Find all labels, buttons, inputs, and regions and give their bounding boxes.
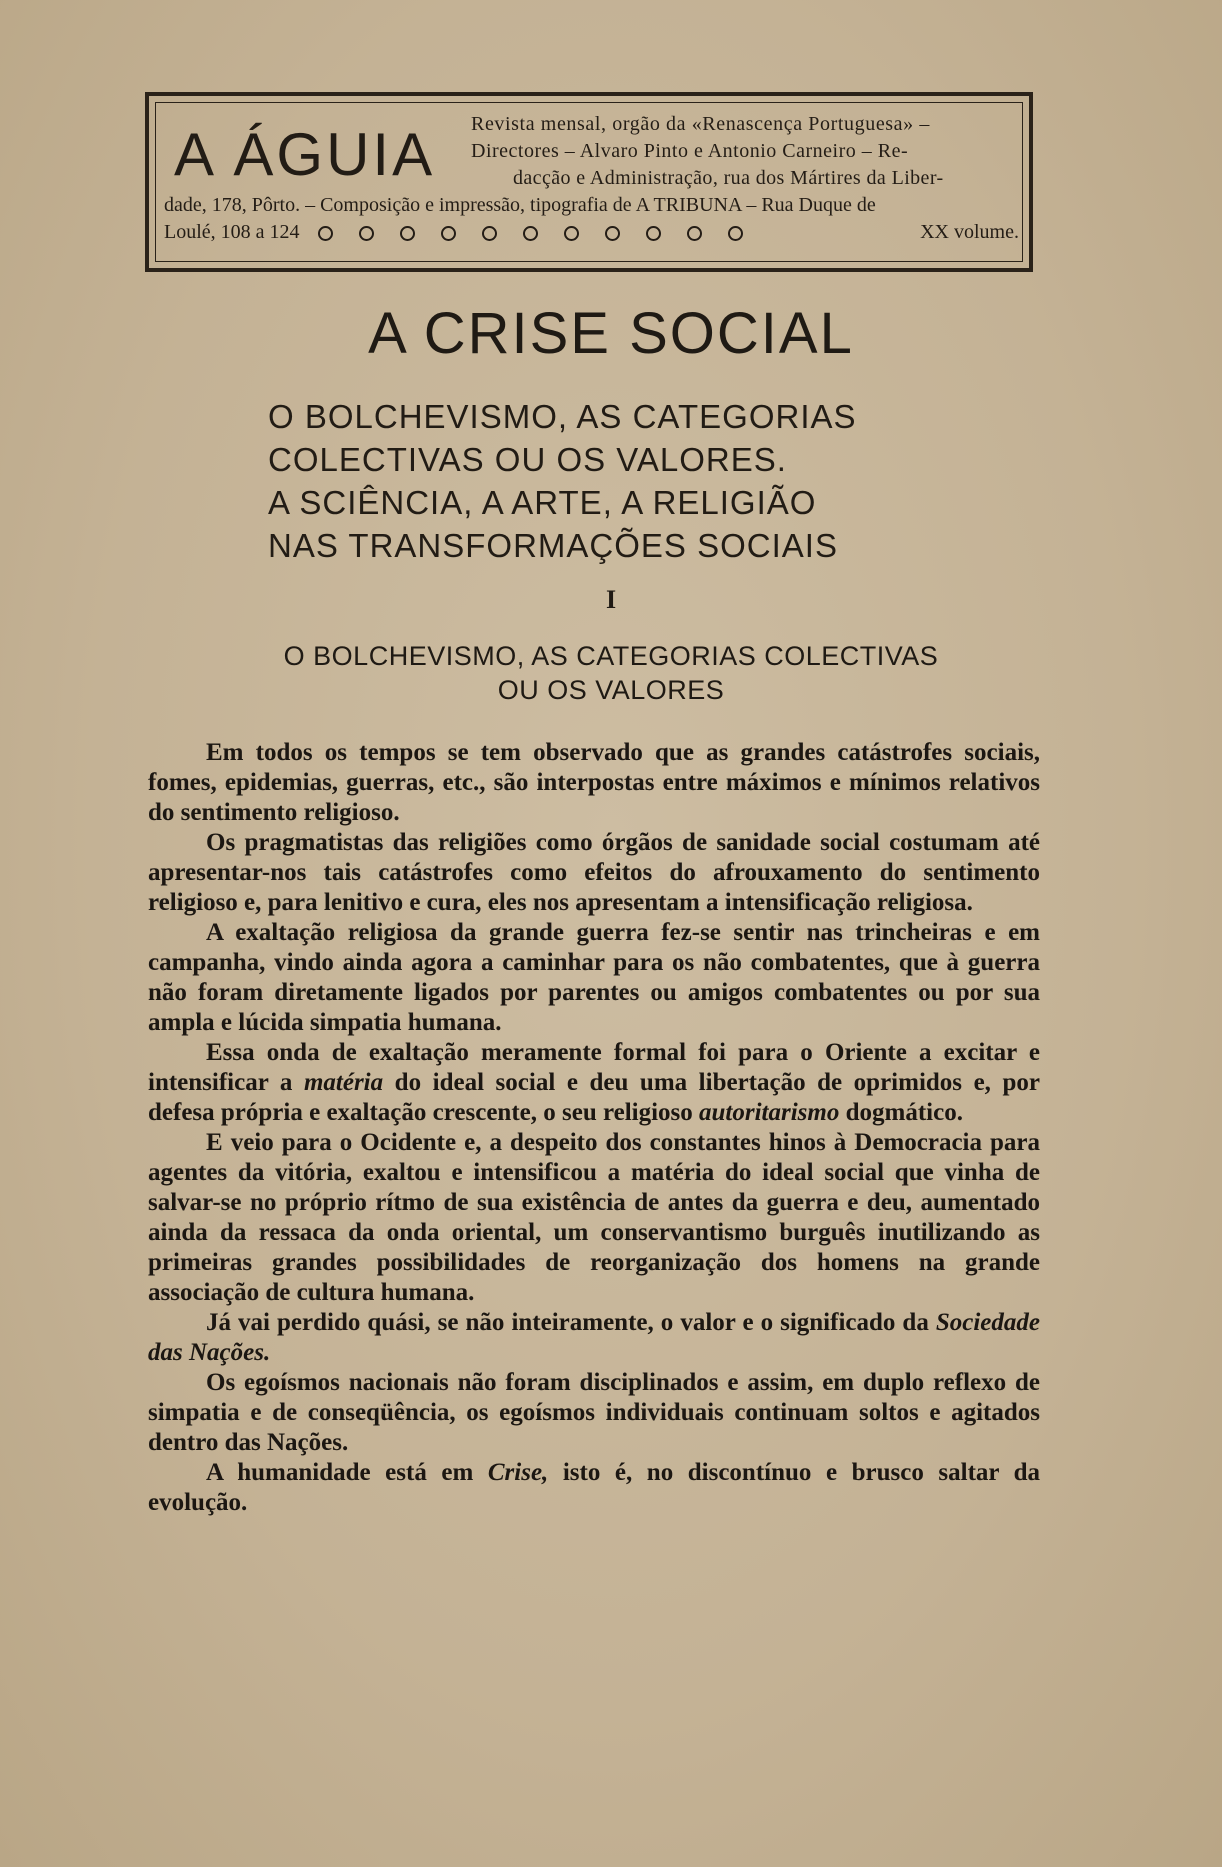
text-run: Essa onda de exaltação meramente formal foi para o Oriente a excitar e intensificar a xyxy=(148,1039,1040,1096)
text-run: isto é, no discontínuo e brusco saltar da evolução. xyxy=(148,1459,1041,1516)
paragraph xyxy=(148,1308,1040,1368)
masthead-line-3: dacção e Administração, rua dos Mártires da Liber- xyxy=(513,167,944,189)
paragraph: Em todos os tempos se tem observado que as grandes catástrofes sociais, fomes, epidemias, guerras, etc., são interpostas entre máximos e mínimos relativos do sentimento religioso. xyxy=(148,739,1040,826)
paragraph xyxy=(148,1458,1040,1518)
subtitle-line: COLECTIVAS OU OS VALORES. xyxy=(268,441,787,478)
masthead-box xyxy=(145,92,1033,272)
section-title-line: OU OS VALORES xyxy=(497,675,725,705)
paragraph: Os pragmatistas das religiões como órgãos de sanidade social costumam até apresentar-nos tais catástrofes como efeitos do afrouxamento do sentimento religioso e, para lenitivo e cura, eles nos apresentam a intensificação religiosa. xyxy=(148,829,1040,916)
paragraph xyxy=(148,1038,1040,1128)
paragraph: E veio para o Ocidente e, a despeito dos constantes hinos à Democracia para agentes da vitória, exaltou e intensificou a matéria do ideal social que vinha de salvar-se no próprio rítmo de sua existência de antes da guerra e deu, aumentado ainda da ressaca da onda oriental, um conservantismo burguês inutilizando as primeiras grandes possibilidades de reorganização dos homens na grande associação de cultura humana. xyxy=(148,1129,1040,1306)
section-number: I xyxy=(605,585,617,614)
ornament-circles xyxy=(305,219,756,246)
article-title: A CRISE SOCIAL xyxy=(368,301,854,366)
masthead-inner-border xyxy=(155,102,1023,262)
masthead-line-5 xyxy=(164,219,1019,246)
section-title-line: O BOLCHEVISMO, AS CATEGORIAS COLECTIVAS xyxy=(283,641,939,671)
text-run: A humanidade está em xyxy=(206,1459,488,1486)
italic-text: Crise, xyxy=(487,1459,549,1486)
section-title xyxy=(0,639,1222,707)
italic-text: Sociedade das Nações. xyxy=(148,1309,1040,1366)
paragraph: A exaltação religiosa da grande guerra fez-se sentir nas trincheiras e em campanha, vindo ainda agora a caminhar para os não combatentes, que à guerra não foram diretamente ligados por parentes ou amigos combatentes ou por sua ampla e lúcida simpatia humana. xyxy=(148,919,1040,1036)
masthead-line-4: dade, 178, Pôrto. – Composição e impressão, tipografia de A TRIBUNA – Rua Duque de xyxy=(164,194,876,216)
subtitle-line: NAS TRANSFORMAÇÕES SOCIAIS xyxy=(268,527,838,564)
masthead-line-1: Revista mensal, orgão da «Renascença Portuguesa» – xyxy=(471,113,930,135)
journal-title: A ÁGUIA xyxy=(174,121,436,188)
article-body xyxy=(148,738,1040,1518)
volume-label: XX volume. xyxy=(920,221,1019,243)
text-run: dogmático. xyxy=(839,1099,963,1126)
subtitle-line: O BOLCHEVISMO, AS CATEGORIAS xyxy=(268,398,857,435)
italic-text: autoritarismo xyxy=(699,1099,840,1126)
masthead-address: Loulé, 108 a 124 xyxy=(164,221,300,243)
italic-text: matéria xyxy=(303,1069,384,1096)
article-subtitle xyxy=(268,395,857,567)
text-run: Já vai perdido quási, se não inteiramente, o valor e o significado da xyxy=(206,1309,936,1336)
subtitle-line: A SCIÊNCIA, A ARTE, A RELIGIÃO xyxy=(268,484,817,521)
masthead-line-2: Directores – Alvaro Pinto e Antonio Carneiro – Re- xyxy=(471,140,909,162)
text-run: do ideal social e deu uma libertação de oprimidos e, por defesa própria e exaltação crescente, o seu religioso xyxy=(148,1069,1040,1126)
paragraph: Os egoísmos nacionais não foram disciplinados e assim, em duplo reflexo de simpatia e de conseqüência, os egoísmos individuais continuam soltos e agitados dentro das Nações. xyxy=(148,1369,1040,1456)
